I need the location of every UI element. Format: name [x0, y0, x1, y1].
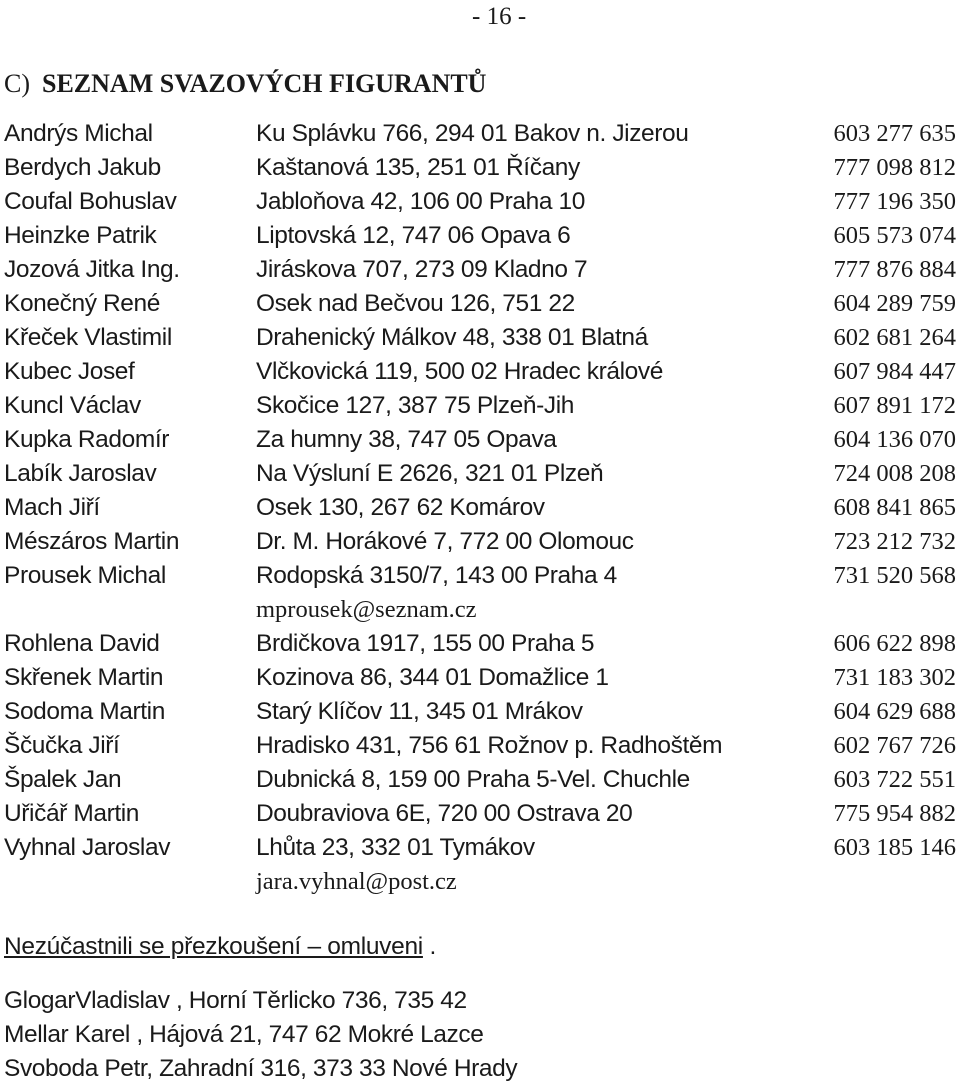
figurant-address: Lhůta 23, 332 01 Tymákov — [256, 834, 535, 861]
section-prefix: C) — [4, 69, 30, 98]
figurant-row — [4, 389, 960, 423]
figurant-row — [4, 355, 960, 389]
figurant-name: Skřenek Martin — [4, 664, 164, 691]
figurant-row — [4, 457, 960, 491]
figurant-name: Prousek Michal — [4, 562, 166, 589]
figurant-address: Rodopská 3150/7, 143 00 Praha 4 — [256, 562, 617, 589]
absent-item: Svoboda Petr, Zahradní 316, 373 33 Nové Hrady — [4, 1055, 518, 1082]
absent-list — [4, 984, 517, 1086]
figurant-row — [4, 831, 960, 899]
figurant-phone: 603 277 635 — [833, 120, 956, 147]
figurant-phone: 602 681 264 — [833, 324, 956, 351]
figurant-name: Andrýs Michal — [4, 120, 153, 147]
figurant-phone: 602 767 726 — [833, 732, 956, 759]
figurant-phone: 777 098 812 — [833, 154, 956, 181]
figurant-address: Ku Splávku 766, 294 01 Bakov n. Jizerou — [256, 120, 689, 147]
figurant-phone: 731 520 568 — [833, 562, 956, 589]
figurant-row — [4, 491, 960, 525]
figurant-address: Doubraviova 6E, 720 00 Ostrava 20 — [256, 800, 633, 827]
figurant-address: Kozinova 86, 344 01 Domažlice 1 — [256, 664, 609, 691]
absent-item: Mellar Karel , Hájová 21, 747 62 Mokré Lazce — [4, 1021, 484, 1048]
figurant-address: Brdičkova 1917, 155 00 Praha 5 — [256, 630, 595, 657]
figurant-row — [4, 661, 960, 695]
figurant-address: Na Výsluní E 2626, 321 01 Plzeň — [256, 460, 604, 487]
figurant-address: Vlčkovická 119, 500 02 Hradec králové — [256, 358, 663, 385]
section-title: SEZNAM SVAZOVÝCH FIGURANTŮ — [42, 69, 487, 98]
figurant-row — [4, 151, 960, 185]
absent-heading — [4, 930, 436, 964]
figurant-address: Dr. M. Horákové 7, 772 00 Olomouc — [256, 528, 634, 555]
figurant-name: Špalek Jan — [4, 766, 122, 793]
figurant-phone: 604 629 688 — [833, 698, 956, 725]
figurant-phone: 607 984 447 — [833, 358, 956, 385]
absent-heading-end: . — [422, 933, 436, 960]
figurant-name: Kupka Radomír — [4, 426, 170, 453]
figurant-row — [4, 525, 960, 559]
figurant-phone: 603 185 146 — [833, 834, 956, 861]
figurant-phone: 724 008 208 — [833, 460, 956, 487]
figurant-row — [4, 559, 960, 627]
figurant-name: Uřičář Martin — [4, 800, 140, 827]
figurant-name: Vyhnal Jaroslav — [4, 834, 171, 861]
figurant-address: Kaštanová 135, 251 01 Říčany — [256, 154, 580, 181]
figurant-address: Starý Klíčov 11, 345 01 Mrákov — [256, 698, 583, 725]
figurant-name: Jozová Jitka Ing. — [4, 256, 180, 283]
figurant-address: Hradisko 431, 756 61 Rožnov p. Radhoštěm — [256, 732, 723, 759]
figurant-address: Liptovská 12, 747 06 Opava 6 — [256, 222, 571, 249]
figurant-name: Mach Jiří — [4, 494, 100, 521]
figurant-name: Kubec Josef — [4, 358, 135, 385]
figurant-row — [4, 185, 960, 219]
absent-item: GlogarVladislav , Horní Těrlicko 736, 735 42 — [4, 987, 467, 1014]
figurant-name: Labík Jaroslav — [4, 460, 157, 487]
figurant-name: Sodoma Martin — [4, 698, 165, 725]
figurant-name: Konečný René — [4, 290, 160, 317]
page-number: - 16 - — [472, 3, 527, 30]
figurant-address: Za humny 38, 747 05 Opava — [256, 426, 557, 453]
figurant-phone: 775 954 882 — [833, 800, 956, 827]
section-heading — [4, 68, 486, 100]
figurant-name: Berdych Jakub — [4, 154, 161, 181]
figurant-phone: 604 289 759 — [833, 290, 956, 317]
absent-heading-text: Nezúčastnili se přezkoušení – omluveni — [4, 933, 423, 960]
figurant-address: Osek nad Bečvou 126, 751 22 — [256, 290, 575, 317]
figurant-address: Skočice 127, 387 75 Plzeň-Jih — [256, 392, 574, 419]
figurant-phone: 603 722 551 — [833, 766, 956, 793]
figurant-row — [4, 729, 960, 763]
figurant-row — [4, 321, 960, 355]
figurant-phone: 777 196 350 — [833, 188, 956, 215]
figurant-list — [4, 117, 960, 899]
figurant-row — [4, 117, 960, 151]
figurant-name: Mészáros Martin — [4, 528, 180, 555]
figurant-phone: 606 622 898 — [833, 630, 956, 657]
figurant-name: Rohlena David — [4, 630, 160, 657]
figurant-phone: 777 876 884 — [833, 256, 956, 283]
figurant-name: Ščučka Jiří — [4, 732, 120, 759]
figurant-phone: 608 841 865 — [833, 494, 956, 521]
figurant-row — [4, 423, 960, 457]
figurant-address: Dubnická 8, 159 00 Praha 5-Vel. Chuchle — [256, 766, 690, 793]
figurant-address: Drahenický Málkov 48, 338 01 Blatná — [256, 324, 648, 351]
figurant-phone: 604 136 070 — [833, 426, 956, 453]
figurant-phone: 723 212 732 — [833, 528, 956, 555]
figurant-email: mprousek@seznam.cz — [256, 596, 477, 623]
figurant-address: Jabloňova 42, 106 00 Praha 10 — [256, 188, 585, 215]
figurant-name: Heinzke Patrik — [4, 222, 157, 249]
figurant-phone: 731 183 302 — [833, 664, 956, 691]
figurant-email: jara.vyhnal@post.cz — [256, 868, 457, 895]
figurant-row — [4, 253, 960, 287]
figurant-address: Osek 130, 267 62 Komárov — [256, 494, 545, 521]
figurant-row — [4, 695, 960, 729]
figurant-name: Kuncl Václav — [4, 392, 141, 419]
figurant-row — [4, 763, 960, 797]
figurant-name: Coufal Bohuslav — [4, 188, 177, 215]
figurant-row — [4, 797, 960, 831]
figurant-row — [4, 627, 960, 661]
figurant-address: Jiráskova 707, 273 09 Kladno 7 — [256, 256, 588, 283]
figurant-name: Křeček Vlastimil — [4, 324, 172, 351]
figurant-phone: 605 573 074 — [833, 222, 956, 249]
figurant-row — [4, 287, 960, 321]
figurant-phone: 607 891 172 — [833, 392, 956, 419]
figurant-row — [4, 219, 960, 253]
